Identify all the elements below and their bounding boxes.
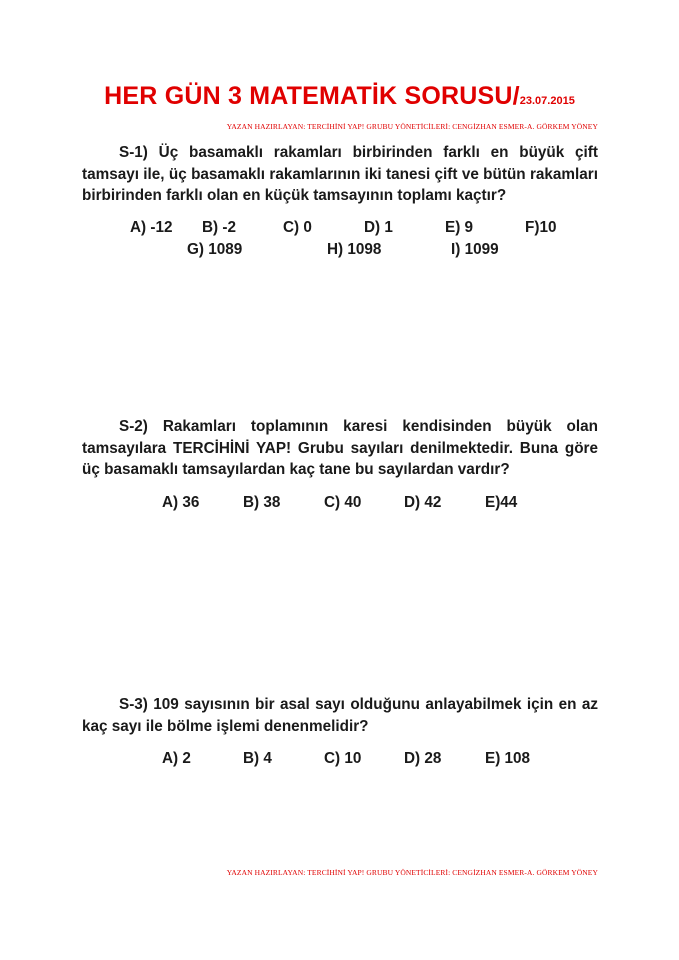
title-date: 23.07.2015 xyxy=(519,95,575,107)
q1-option-c: C) 0 xyxy=(283,219,312,236)
q3-option-e: E) 108 xyxy=(485,750,531,767)
title-text: HER GÜN 3 MATEMATİK SORUSU/ xyxy=(104,82,520,110)
header-credit: YAZAN HAZIRLAYAN: TERCİHİNİ YAP! GRUBU YÖNETİCİLERİ: CENGİZHAN ESMER-A. GÖRKEM YÖNEY xyxy=(226,122,598,131)
q3-option-c: C) 10 xyxy=(324,750,362,767)
q1-option-h: H) 1098 xyxy=(327,241,382,258)
question-1-text: S-1) Üç basamaklı rakamları birbirinden farklı en büyük çift tamsayı ile, üç basamaklı rakamlarının iki tanesi çift ve bütün rakamları birbirinden farklı olan en küçük tamsayının toplamı kaçtır? xyxy=(82,144,598,204)
q1-option-a: A) -12 xyxy=(130,219,173,236)
q1-option-e: E) 9 xyxy=(445,219,474,236)
q1-option-f: F)10 xyxy=(525,219,557,236)
q2-option-b: B) 38 xyxy=(243,494,281,511)
q1-option-d: D) 1 xyxy=(364,219,393,236)
q1-option-g: G) 1089 xyxy=(187,241,243,258)
page-title xyxy=(0,82,679,111)
q3-option-b: B) 4 xyxy=(243,750,272,767)
q1-option-i: I) 1099 xyxy=(451,241,499,258)
q2-option-c: C) 40 xyxy=(324,494,362,511)
question-2-text: S-2) Rakamları toplamının karesi kendisinden büyük olan tamsayılara TERCİHİNİ YAP! Grubu sayıları denilmektedir. Buna göre üç basamaklı tamsayılardan kaç tane bu sayılardan vardır? xyxy=(82,418,598,478)
footer-credit: YAZAN HAZIRLAYAN: TERCİHİNİ YAP! GRUBU YÖNETİCİLERİ: CENGİZHAN ESMER-A. GÖRKEM YÖNEY xyxy=(226,868,598,877)
q1-option-b: B) -2 xyxy=(202,219,236,236)
question-3-text: S-3) 109 sayısının bir asal sayı olduğunu anlayabilmek için en az kaç sayı ile bölme işlemi denenmelidir? xyxy=(82,696,598,735)
q2-option-e: E)44 xyxy=(485,494,518,511)
q2-option-a: A) 36 xyxy=(162,494,200,511)
q3-option-d: D) 28 xyxy=(404,750,442,767)
q3-option-a: A) 2 xyxy=(162,750,191,767)
q2-option-d: D) 42 xyxy=(404,494,442,511)
